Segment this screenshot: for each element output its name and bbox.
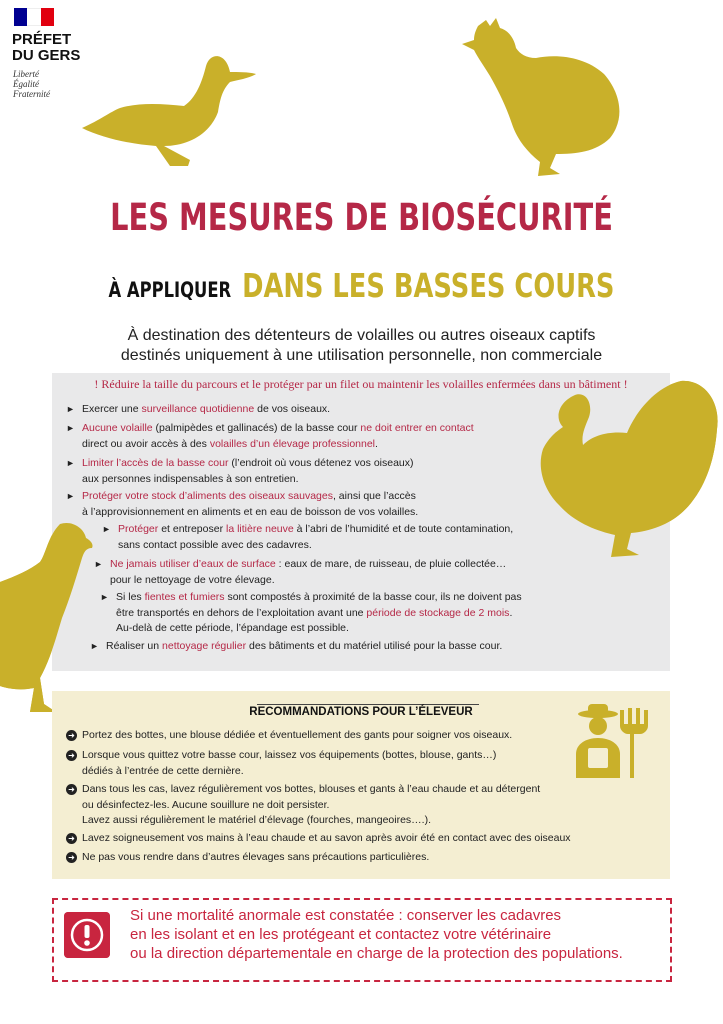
measure-item — [66, 456, 414, 487]
text-segment: : eaux de mare, de ruisseau, de pluie collectée… — [275, 558, 507, 570]
arrow-circle-icon: ➜ — [66, 784, 77, 795]
highlighted-text: Limiter l’accès de la basse cour — [82, 457, 229, 469]
measure-item — [66, 489, 419, 520]
text-segment: . — [375, 437, 378, 450]
text-segment: dédiés à l’entrée de cette dernière. — [82, 764, 244, 777]
triangle-bullet-icon: ► — [102, 524, 111, 534]
triangle-bullet-icon: ► — [94, 559, 103, 569]
highlighted-text: surveillance quotidienne — [141, 403, 255, 415]
text-segment: ou la direction départementale en charge de la protection des populations. — [130, 945, 623, 962]
republic-motto: Liberté Égalité Fraternité — [13, 69, 50, 99]
exclamation-icon — [64, 912, 110, 958]
measure-item — [100, 590, 522, 637]
text-segment: des bâtiments et du matériel utilisé pour la basse cour. — [246, 640, 503, 652]
alert-text — [130, 906, 660, 963]
measure-item — [66, 402, 331, 418]
subtitle-highlight: DANS LES BASSES COURS — [242, 266, 615, 305]
recommendation-item — [68, 728, 513, 744]
text-segment: Lavez soigneusement vos mains à l’eau chaude et au savon après avoir été en contact avec des oiseaux — [82, 832, 571, 844]
text-segment: (palmipèdes et gallinacés) de la basse cour — [152, 422, 361, 434]
triangle-bullet-icon: ► — [90, 641, 99, 651]
arrow-circle-icon: ➜ — [66, 730, 77, 741]
recommendation-item — [68, 748, 497, 779]
page-title: LES MESURES DE BIOSÉCURITÉ — [110, 196, 613, 239]
text-segment: Lavez aussi régulièrement le matériel d’élevage (fourches, mangeoires….). — [82, 814, 432, 826]
highlighted-text: nettoyage régulier — [162, 640, 247, 652]
text-segment: sans contact possible avec des cadavres. — [118, 538, 312, 551]
text-segment: à l’abri de l’humidité et de toute contamination, — [293, 523, 514, 535]
highlighted-text: volailles d’un élevage professionnel — [209, 437, 376, 450]
highlighted-text: Protéger — [118, 523, 159, 535]
highlighted-text: période de stockage de 2 mois — [366, 606, 510, 619]
intro-text: À destination des détenteurs de volailles ou autres oiseaux captifs destinés uniquement à une utilisation personnelle, non commerciale — [120, 327, 603, 364]
text-segment: être transportés en dehors de l’exploitation avant une — [116, 606, 367, 619]
recommendations-title: RECOMMANDATIONS POUR L’ÉLEVEUR — [249, 706, 473, 718]
text-segment: à l’approvisionnement en aliments et en eau de boisson de vos volailles. — [82, 505, 419, 518]
recommendation-item — [68, 850, 430, 866]
highlighted-text: Aucune volaille — [82, 422, 153, 434]
arrow-circle-icon: ➜ — [66, 833, 77, 844]
text-segment: Portez des bottes, une blouse dédiée et éventuellement des gants pour soigner vos oiseaux. — [82, 729, 513, 741]
text-segment: en les isolant et en les protégeant et contactez votre vétérinaire — [130, 926, 552, 943]
text-segment: , ainsi que l’accès — [332, 490, 416, 502]
triangle-bullet-icon: ► — [66, 458, 75, 468]
text-segment: Si une mortalité anormale est constatée : conserver les cadavres — [130, 907, 562, 924]
text-segment: Exercer une — [82, 403, 142, 415]
highlighted-text: Ne jamais utiliser d’eaux de surface — [110, 558, 276, 570]
text-segment: Au-delà de cette période, l’épandage est possible. — [116, 622, 349, 634]
farmer-icon — [568, 702, 660, 778]
text-segment: sont compostés à proximité de la basse cour, ils ne doivent pas — [224, 591, 522, 603]
text-segment: Lorsque vous quittez votre basse cour, laissez vos équipements (bottes, blouse, gants…) — [82, 749, 497, 761]
text-segment: ou désinfectez-les. Aucune souillure ne doit persister. — [82, 798, 330, 811]
triangle-bullet-icon: ► — [66, 404, 75, 414]
text-segment: . — [509, 606, 513, 619]
text-segment: Dans tous les cas, lavez régulièrement vos bottes, blouses et gants à l’eau chaude et au détergent — [82, 783, 541, 795]
title-rule — [257, 704, 479, 705]
text-segment: aux personnes indispensables à son entretien. — [82, 472, 299, 485]
highlighted-text: la litière neuve — [226, 523, 294, 535]
triangle-bullet-icon: ► — [100, 592, 109, 602]
subtitle-prefix: À APPLIQUER — [108, 278, 232, 302]
text-segment: de vos oiseaux. — [254, 403, 331, 415]
triangle-bullet-icon: ► — [66, 423, 75, 433]
text-segment: Si les — [116, 591, 145, 603]
highlighted-text: fientes et fumiers — [144, 591, 225, 603]
measure-item — [94, 557, 507, 588]
text-segment: direct ou avoir accès à des — [82, 437, 210, 450]
text-segment: (l’endroit où vous détenez vos oiseaux) — [228, 457, 414, 469]
prefecture-logo-text: PRÉFET DU GERS — [12, 31, 81, 64]
text-segment: Ne pas vous rendre dans d’autres élevages sans précautions particulières. — [82, 851, 430, 863]
recommendation-item — [68, 782, 541, 829]
highlighted-text: ne doit entrer en contact — [360, 422, 474, 434]
measure-item — [66, 421, 474, 452]
text-segment: et entreposer — [158, 523, 226, 535]
recommendation-item — [68, 831, 571, 847]
text-segment: pour le nettoyage de votre élevage. — [110, 573, 275, 586]
warning-banner: ! Réduire la taille du parcours et le protéger par un filet ou maintenir les volailles enfermées dans un bâtiment ! — [94, 377, 628, 391]
measure-item — [102, 522, 514, 553]
triangle-bullet-icon: ► — [66, 491, 75, 501]
highlighted-text: Protéger votre stock d’aliments des oiseaux sauvages — [82, 490, 333, 502]
arrow-circle-icon: ➜ — [66, 852, 77, 863]
arrow-circle-icon: ➜ — [66, 750, 77, 761]
text-segment: Réaliser un — [106, 640, 163, 652]
measure-item — [90, 639, 503, 655]
